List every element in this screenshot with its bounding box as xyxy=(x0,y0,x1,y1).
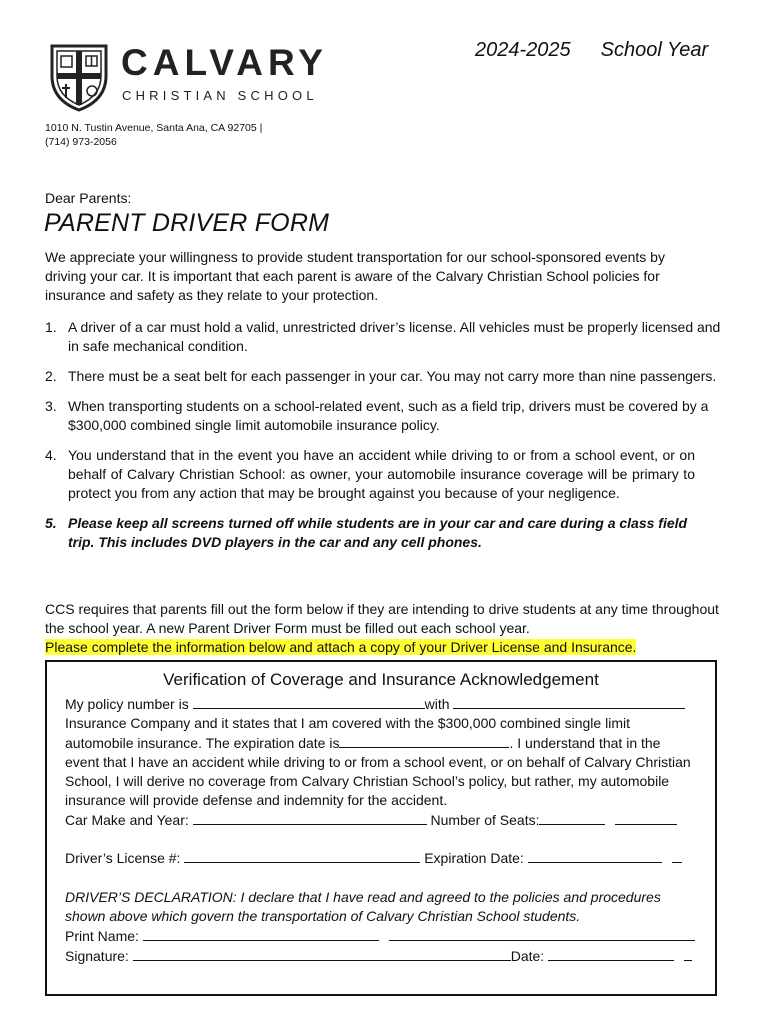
list-item xyxy=(45,367,735,386)
form-body xyxy=(65,694,705,966)
policy-number-field[interactable] xyxy=(193,694,425,709)
list-number: 5. xyxy=(45,515,57,531)
requirements-paragraph xyxy=(45,600,735,657)
car-label: Car Make and Year: xyxy=(65,812,189,828)
requirements-text: CCS requires that parents fill out the form below if they are intending to drive students at any time throughout the school year. A new Parent Driver Form must be filled out each school year. xyxy=(45,601,719,636)
drivers-declaration: DRIVER’S DECLARATION: I declare that I have read and agreed to the policies and procedures shown above which govern the transportation of Calvary Christian School students. xyxy=(65,889,661,924)
print-name-extra-line xyxy=(389,926,695,941)
list-item xyxy=(45,397,735,435)
date-field[interactable] xyxy=(548,946,674,961)
school-year xyxy=(475,39,708,62)
school-name: CALVARY xyxy=(121,42,328,83)
greeting: Dear Parents: xyxy=(45,190,132,206)
signature-field[interactable] xyxy=(133,946,375,961)
list-text: Please keep all screens turned off while students are in your car and care during a class field trip. This includes DVD players in the car and any cell phones. xyxy=(68,515,688,550)
list-number: 4. xyxy=(45,447,57,463)
car-make-year-field[interactable] xyxy=(193,810,427,825)
license-extra-line xyxy=(672,848,682,863)
policy-with-label: with xyxy=(424,696,450,712)
address-line: 1010 N. Tustin Avenue, Santa Ana, CA 92705 | xyxy=(45,122,263,134)
page-title: PARENT DRIVER FORM xyxy=(44,209,330,237)
year-range: 2024-2025 xyxy=(475,39,571,61)
policy-list xyxy=(45,318,735,563)
school-address xyxy=(45,121,262,149)
list-text: A driver of a car must hold a valid, unrestricted driver’s license. All vehicles must be properly licensed and in safe mechanical condition. xyxy=(68,319,721,354)
list-text: When transporting students on a school-related event, such as a field trip, drivers must be covered by a $300,000 combined single limit automobile insurance policy. xyxy=(68,398,709,433)
license-label: Driver’s License #: xyxy=(65,850,181,866)
number-of-seats-field[interactable] xyxy=(539,810,605,825)
license-expiration-label: Expiration Date: xyxy=(424,850,524,866)
drivers-license-field[interactable] xyxy=(184,848,420,863)
list-number: 3. xyxy=(45,398,57,414)
verification-form xyxy=(45,660,717,996)
expiration-label: automobile insurance. The expiration date is xyxy=(65,735,340,751)
date-label: Date: xyxy=(510,948,545,964)
phone-line: (714) 973-2056 xyxy=(45,136,117,148)
insurance-expiration-field[interactable] xyxy=(339,733,509,748)
list-item xyxy=(45,514,735,552)
policy-statement: Insurance Company and it states that I am covered with the $300,000 combined single limit xyxy=(65,715,630,731)
signature-label: Signature: xyxy=(65,948,129,964)
signature-extra-line xyxy=(375,946,511,961)
list-item xyxy=(45,318,735,356)
policy-label: My policy number is xyxy=(65,696,189,712)
school-crest-logo xyxy=(46,38,112,112)
intro-paragraph: We appreciate your willingness to provide student transportation for our school-sponsored events by driving your car. It is important that each parent is aware of the Calvary Christian School policies for insurance and safety as they relate to your protection. xyxy=(45,249,665,303)
list-number: 2. xyxy=(45,368,57,384)
insurance-company-field[interactable] xyxy=(453,694,685,709)
highlighted-instruction: Please complete the information below and attach a copy of your Driver License and Insurance. xyxy=(45,639,637,655)
license-expiration-field[interactable] xyxy=(528,848,662,863)
list-item xyxy=(45,446,735,503)
list-text: There must be a seat belt for each passenger in your car. You may not carry more than nine passengers. xyxy=(68,368,717,384)
seats-label: Number of Seats: xyxy=(430,812,540,828)
school-subtitle: CHRISTIAN SCHOOL xyxy=(122,88,318,103)
seats-extra-line xyxy=(615,810,677,825)
list-text: You understand that in the event you have an accident while driving to or from a school event, or on behalf of Calvary Christian School: as owner, your automobile insurance coverage will be primary to protect you from any action that may be brought against you because of your negligence. xyxy=(68,447,695,501)
list-number: 1. xyxy=(45,319,57,335)
print-name-field[interactable] xyxy=(143,926,379,941)
form-title: Verification of Coverage and Insurance Acknowledgement xyxy=(163,670,599,689)
year-label: School Year xyxy=(600,39,709,61)
print-name-label: Print Name: xyxy=(65,928,139,944)
date-extra-line xyxy=(684,946,692,961)
coverage-statement: event that I have an accident while driving to or from a school event, or on behalf of Calvary Christian School, I will derive no coverage from Calvary Christian School’s policy, but rather, my automobile insurance will provide defense and indemnity for the accident. xyxy=(65,754,691,808)
expiration-suffix: . I understand that in the xyxy=(509,735,661,751)
